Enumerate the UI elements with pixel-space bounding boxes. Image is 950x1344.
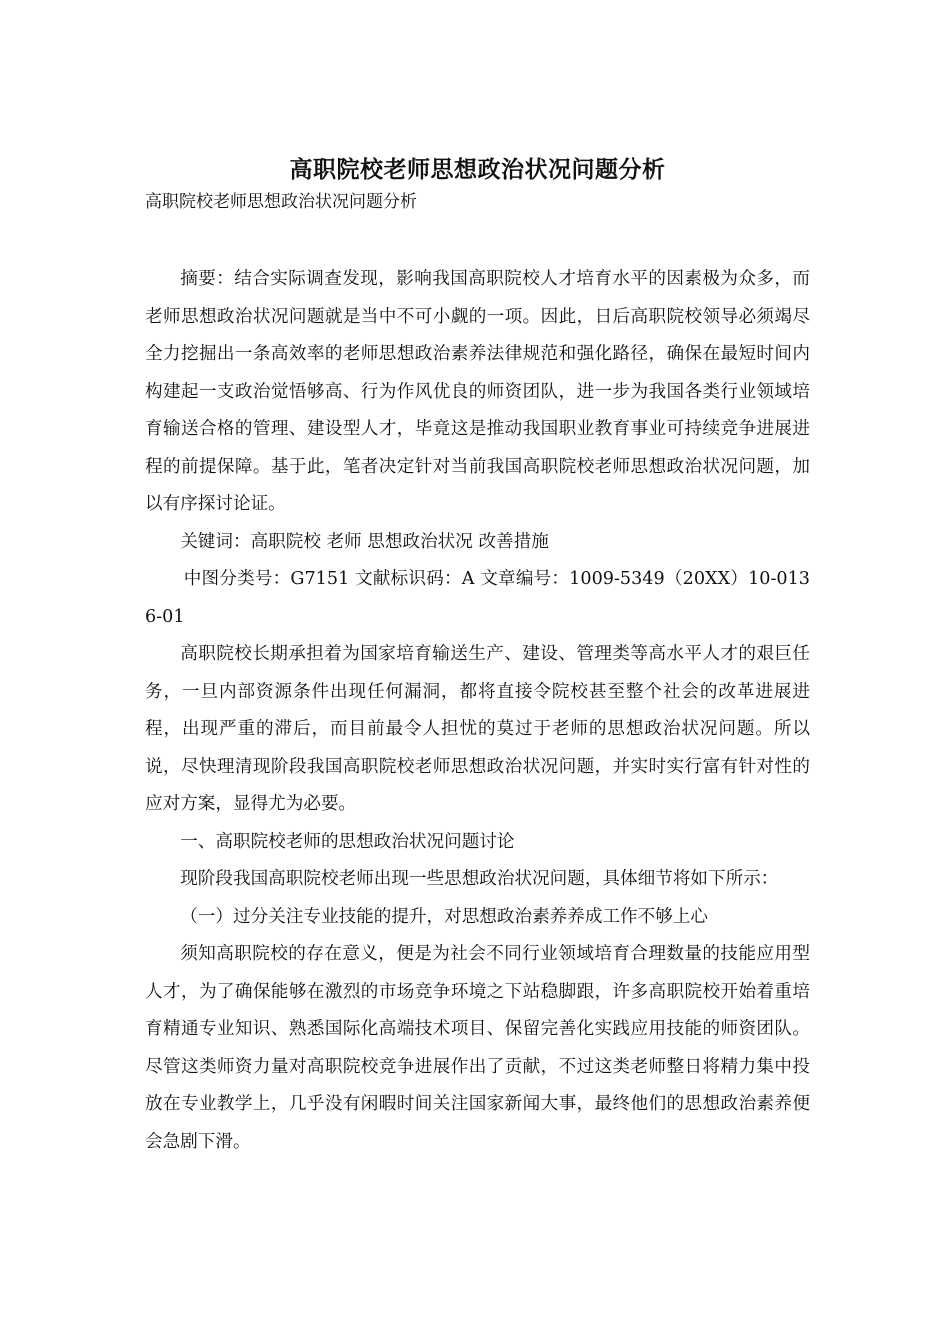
section-heading: 一、高职院校老师的思想政治状况问题讨论	[180, 831, 515, 852]
abstract-paragraph: 摘要：结合实际调查发现，影响我国高职院校人才培育水平的因素极为众多，而老师思想政治状况问题就是当中不可小觑的一项。因此，日后高职院校领导必须竭尽全力挖掘出一条高效率的老师思想政治素养法律规范和强化路径，确保在最短时间内构建起一支政治觉悟够高、行为作风优良的师资团队，进一步为我国各类行业领域培育输送合格的管理、建设型人才，毕竟这是推动我国职业教育事业可持续竞争进展进程的前提保障。基于此，笔者决定针对当前我国高职院校老师思想政治状况问题，加以有序探讨论证。	[145, 269, 810, 514]
document-title: 高职院校老师思想政治状况问题分析	[289, 156, 666, 183]
document-subtitle: 高职院校老师思想政治状况问题分析	[145, 192, 417, 212]
keywords-line: 关键词：高职院校 老师 思想政治状况 改善措施	[180, 531, 549, 552]
subsection-body-paragraph: 须知高职院校的存在意义，便是为社会不同行业领域培育合理数量的技能应用型人才，为了确保能够在激烈的市场竞争环境之下站稳脚跟，许多高职院校开始着重培育精通专业知识、熟悉国际化高端技术项目、保留完善化实践应用技能的师资团队。尽管这类师资力量对高职院校竞争进展作出了贡献，不过这类老师整日将精力集中投放在专业教学上，几乎没有闲暇时间关注国家新闻大事，最终他们的思想政治素养便会急剧下滑。	[145, 944, 810, 1152]
subsection-heading: （一）过分关注专业技能的提升，对思想政治素养养成工作不够上心	[180, 906, 709, 927]
intro-paragraph: 高职院校长期承担着为国家培育输送生产、建设、管理类等高水平人才的艰巨任务，一旦内部资源条件出现任何漏洞，都将直接令院校甚至整个社会的改革进展进程，出现严重的滞后，而目前最令人担忧的莫过于老师的思想政治状况问题。所以说，尽快理清现阶段我国高职院校老师思想政治状况问题，并实时实行富有针对性的应对方案，显得尤为必要。	[145, 644, 810, 814]
classification-line: 中图分类号：G7151 文献标识码：A 文章编号：1009-5349（20XX）10-0136-01	[145, 569, 810, 627]
document-body	[145, 150, 810, 1161]
spacer	[145, 216, 810, 261]
section-intro-paragraph: 现阶段我国高职院校老师出现一些思想政治状况问题，具体细节将如下所示：	[180, 869, 779, 889]
